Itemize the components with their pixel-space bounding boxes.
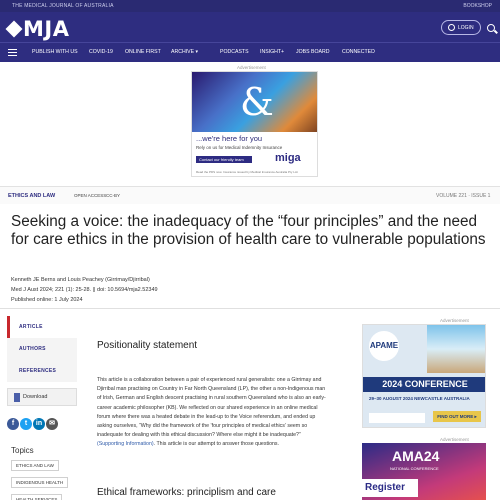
section-heading-ethical: Ethical frameworks: principlism and care [97, 487, 276, 498]
nav-covid[interactable]: COVID-19 [89, 49, 113, 55]
nav-archive-label: ARCHIVE [171, 49, 195, 55]
ad-cta-button[interactable]: Contact our friendly team [196, 156, 252, 163]
twitter-icon[interactable]: t [20, 418, 32, 430]
nav-insight[interactable]: INSIGHT+ [260, 49, 285, 55]
article-citation: Med J Aust 2024; 221 (1): 25-28. || doi: 10.5694/mja2.52349 [11, 287, 158, 293]
register-button[interactable]: Register [362, 479, 418, 497]
share-buttons [7, 418, 58, 430]
ad-apame[interactable] [362, 324, 486, 428]
article-title: Seeking a voice: the inadequacy of the “four principles” and the need for care ethics in the provision of health care to vulnerable populations [11, 213, 486, 248]
topic-chip[interactable]: INDIGENOUS HEALTH [11, 477, 68, 488]
apame-logo: APAME [369, 331, 399, 361]
side-nav-authors[interactable]: AUTHORS [19, 346, 46, 352]
ad-ama-sub: NATIONAL CONFERENCE [390, 466, 439, 471]
nav-online-first[interactable]: ONLINE FIRST [125, 49, 161, 55]
login-button[interactable] [441, 20, 481, 35]
facebook-icon[interactable]: f [7, 418, 19, 430]
ad-headline: ...we're here for you [196, 134, 263, 143]
paragraph-text: This article is a collaboration between a pair of experienced rural generalists: one a Girrimay and Djirribal man practising on Country in Far North Queensland (LP), the other a non-Indigenous man of Irish, German and English descent practising in rural southern Queensland who is also an early-career academic philosopher (KB). We reflected on our shared experience in an online medical forum where there was a heated debate in the lead-up to the Voice referendum, and ended up asking ourselves, “Why did the framework of the ‘four principles of medical ethics’ seem so inadequate for dealing with this ethical discussion? Where else might it be inadequate?” [97, 377, 326, 439]
top-strip [0, 0, 500, 12]
ad-subline: Rely on us for Medical Indemnity Insurance [196, 145, 283, 150]
linkedin-icon[interactable]: in [33, 418, 45, 430]
search-icon[interactable] [487, 24, 495, 32]
topics-heading: Topics [11, 446, 34, 455]
nav-connected[interactable]: CONNECTED [342, 49, 375, 55]
volume-issue: VOLUME 221 · ISSUE 1 [436, 193, 491, 199]
download-label: Download [23, 394, 48, 400]
menu-icon[interactable] [8, 49, 17, 56]
article-meta-row [0, 186, 500, 204]
side-nav-references[interactable]: REFERENCES [19, 368, 57, 374]
paragraph-end: . This article is our attempt to answer those questions. [153, 441, 280, 448]
ad-sponsors [369, 413, 425, 423]
chevron-down-icon: ▾ [195, 49, 199, 55]
site-header [0, 12, 500, 42]
ad-photo [427, 325, 486, 373]
nav-jobs[interactable]: JOBS BOARD [296, 49, 330, 55]
download-button[interactable] [7, 388, 77, 406]
side-nav-article[interactable]: ARTICLE [7, 316, 77, 338]
supporting-info-link[interactable]: (Supporting Information) [97, 441, 154, 448]
cc-by-badge[interactable]: CC-BY [106, 193, 121, 198]
topic-chip[interactable]: HEALTH SERVICES [11, 494, 62, 500]
ad-dates: 29–30 AUGUST 2024 NEWCASTLE AUSTRALIA [369, 396, 470, 401]
ad-ama24[interactable] [362, 443, 486, 500]
login-label: LOGIN [458, 24, 474, 31]
ad-banner-top[interactable] [191, 71, 318, 177]
nav-archive[interactable] [171, 49, 198, 55]
open-access-badge: OPEN ACCESS [74, 193, 107, 198]
top-strip-title[interactable]: THE MEDICAL JOURNAL OF AUSTRALIA [12, 3, 114, 9]
pdf-icon [14, 393, 20, 402]
ampersand-graphic: & [240, 80, 274, 124]
ad-label: Advertisement [440, 437, 469, 442]
published-date: Published online: 1 July 2024 [11, 297, 83, 303]
ad-conference-banner: 2024 CONFERENCE [363, 377, 486, 392]
topic-chip[interactable]: ETHICS AND LAW [11, 460, 59, 471]
article-side-nav [7, 316, 77, 382]
nav-podcasts[interactable]: PODCASTS [220, 49, 249, 55]
logo-text: MJA [23, 17, 70, 41]
mja-logo[interactable] [8, 17, 69, 41]
ad-fine-print: Read the PDS now. Insurance issued by Medical Insurance Australia Pty Ltd. [196, 170, 299, 174]
section-tag[interactable]: ETHICS AND LAW [8, 193, 56, 199]
logo-diamond-icon [6, 21, 23, 38]
ad-brand: miga [275, 152, 301, 164]
email-icon[interactable]: ✉ [46, 418, 58, 430]
ad-ama-title: AMA24 [392, 448, 440, 464]
bookshop-link[interactable]: BOOKSHOP [463, 3, 492, 9]
divider [0, 308, 500, 309]
nav-publish[interactable]: PUBLISH WITH US [32, 49, 78, 55]
article-authors[interactable]: Kenneth JE Berns and Louis Peachey (Girrimay/Djirribal) [11, 277, 150, 283]
body-paragraph [97, 376, 328, 450]
ad-label: Advertisement [440, 318, 469, 323]
user-icon [448, 24, 455, 31]
main-nav [0, 42, 500, 62]
section-heading-positionality: Positionality statement [97, 340, 198, 351]
ad-label: Advertisement [237, 65, 266, 70]
find-out-more-button[interactable]: FIND OUT MORE ▸ [433, 411, 481, 422]
